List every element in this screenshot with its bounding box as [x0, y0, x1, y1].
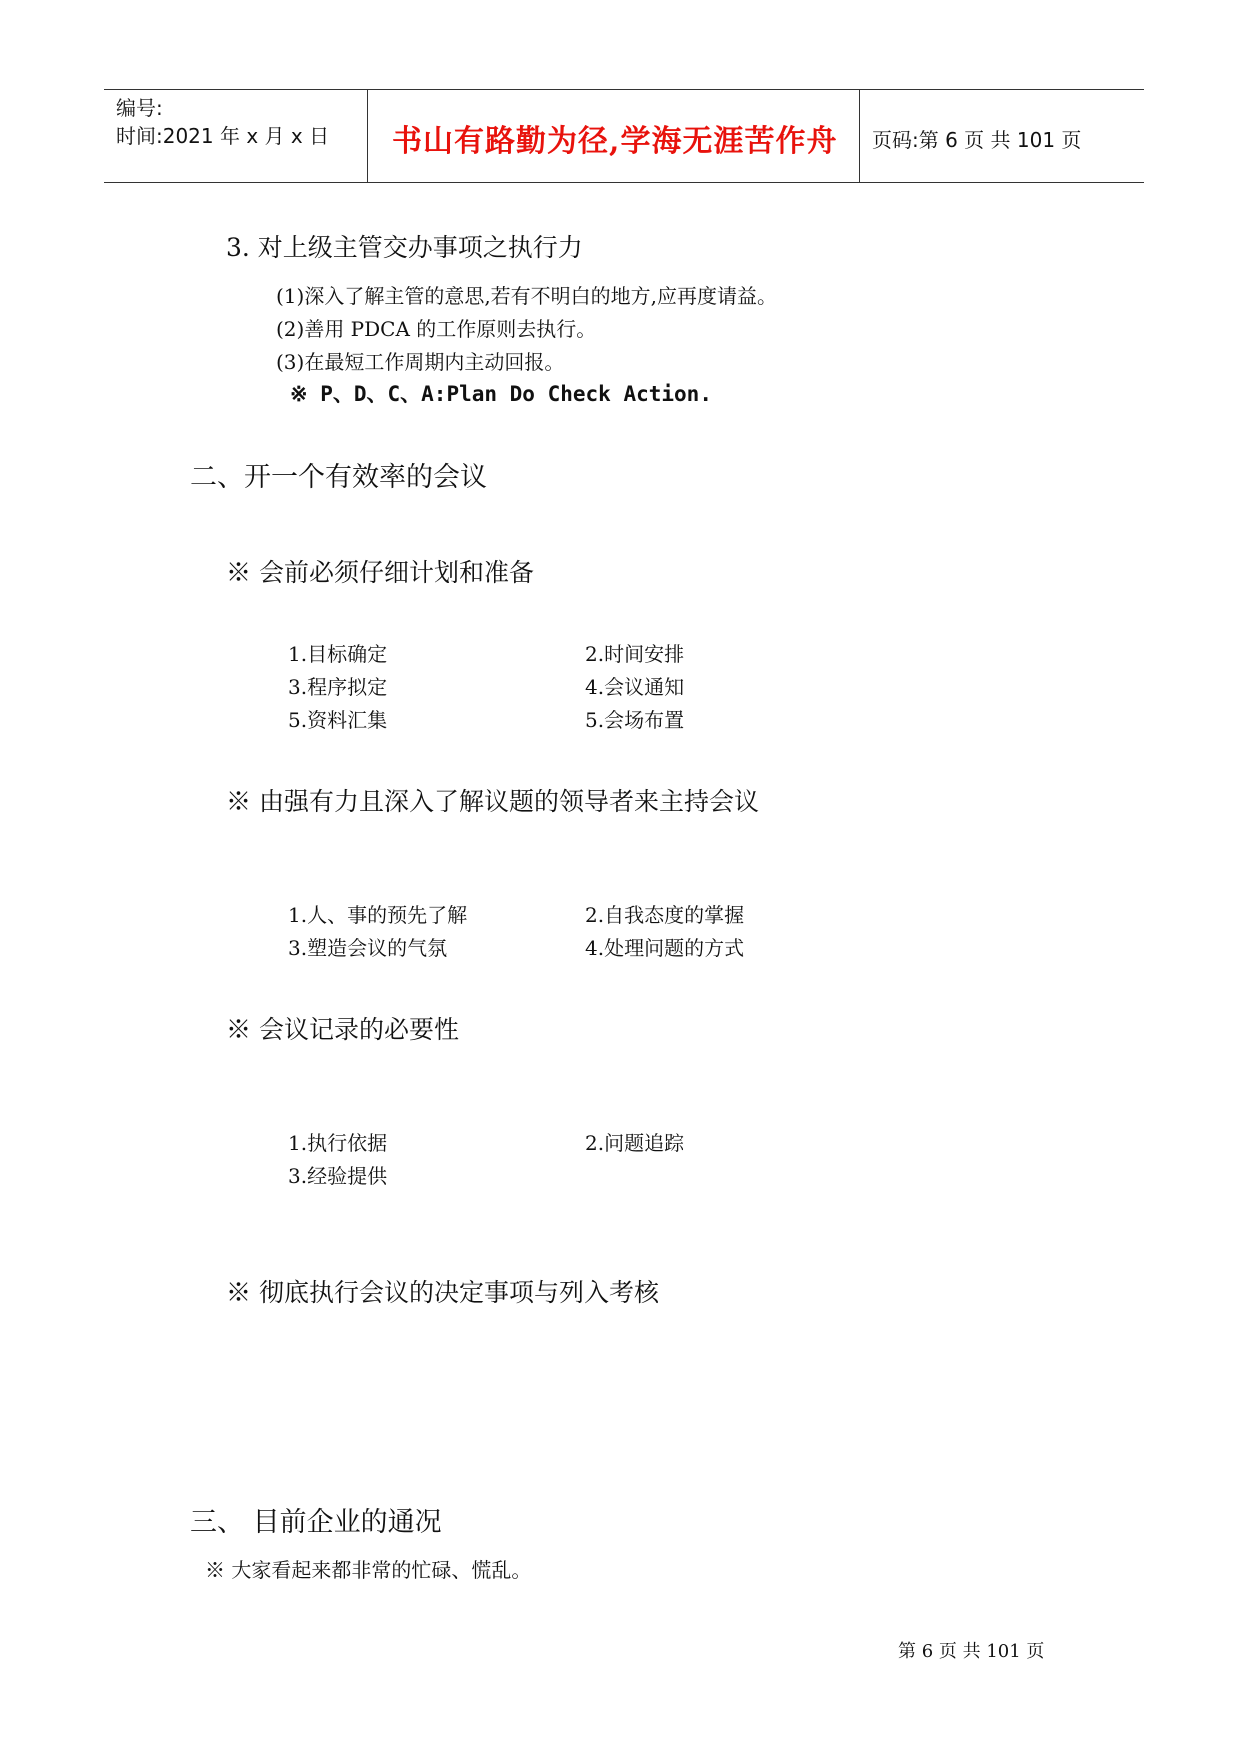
- meeting-record-heading: ※ 会议记录的必要性: [226, 1015, 459, 1044]
- header-divider-right: [859, 90, 860, 182]
- prep-item-3: 3.程序拟定: [288, 675, 388, 699]
- record-item-1: 1.执行依据: [288, 1131, 388, 1155]
- section-status-title: 三、 目前企业的通况: [190, 1507, 442, 1538]
- prep-item-2: 2.时间安排: [585, 642, 685, 666]
- meeting-prep-heading: ※ 会前必须仔细计划和准备: [226, 558, 534, 587]
- prep-item-1: 1.目标确定: [288, 642, 388, 666]
- leader-item-1: 1.人、事的预先了解: [288, 903, 468, 927]
- meeting-leader-heading: ※ 由强有力且深入了解议题的领导者来主持会议: [226, 787, 759, 816]
- footer-page-number: 第 6 页 共 101 页: [898, 1641, 1045, 1662]
- header-time-label: 时间:2021 年 x 月 x 日: [116, 124, 330, 148]
- header-motto: 书山有路勤为径,学海无涯苦作舟: [392, 124, 838, 159]
- section-exec-title: 3. 对上级主管交办事项之执行力: [226, 233, 583, 262]
- header-page-label: 页码:第 6 页 共 101 页: [872, 128, 1082, 152]
- leader-item-2: 2.自我态度的掌握: [585, 903, 745, 927]
- record-item-2: 2.问题追踪: [585, 1131, 685, 1155]
- section-meeting-title: 二、开一个有效率的会议: [190, 462, 487, 493]
- prep-item-6: 5.会场布置: [585, 708, 685, 732]
- exec-item-2: (2)善用 PDCA 的工作原则去执行。: [276, 317, 597, 341]
- prep-item-4: 4.会议通知: [585, 675, 685, 699]
- header-divider-left: [367, 90, 368, 182]
- header-serial-label: 编号:: [116, 96, 163, 120]
- header-top-rule: [104, 89, 1144, 90]
- exec-item-3: (3)在最短工作周期内主动回报。: [276, 350, 565, 374]
- leader-item-4: 4.处理问题的方式: [585, 936, 745, 960]
- prep-item-5: 5.资料汇集: [288, 708, 388, 732]
- meeting-execute-heading: ※ 彻底执行会议的决定事项与列入考核: [226, 1278, 659, 1307]
- pdca-note: ※ P、D、C、A:Plan Do Check Action.: [290, 382, 712, 406]
- leader-item-3: 3.塑造会议的气氛: [288, 936, 448, 960]
- header-bottom-rule: [104, 182, 1144, 183]
- status-note: ※ 大家看起来都非常的忙碌、慌乱。: [205, 1558, 532, 1582]
- exec-item-1: (1)深入了解主管的意思,若有不明白的地方,应再度请益。: [276, 284, 778, 308]
- record-item-3: 3.经验提供: [288, 1164, 388, 1188]
